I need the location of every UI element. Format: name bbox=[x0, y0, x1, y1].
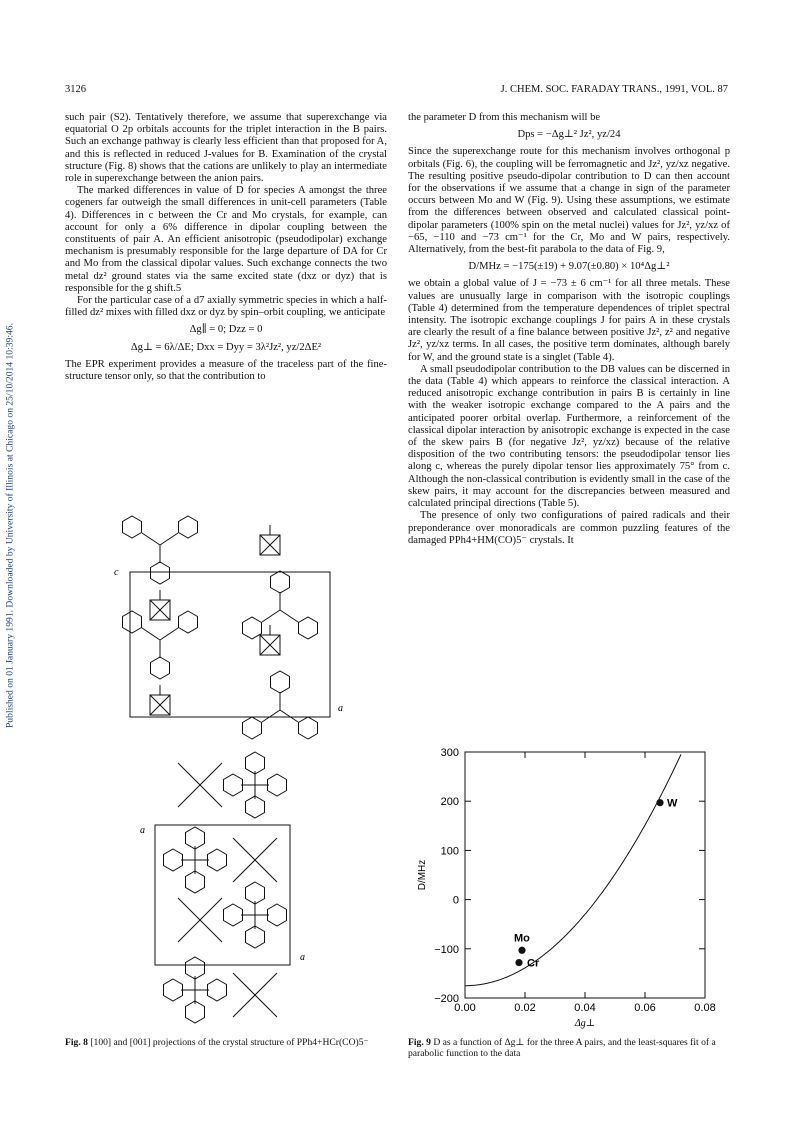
data-point-w bbox=[656, 799, 663, 806]
axis-label-a: a bbox=[300, 952, 305, 963]
page-number: 3126 bbox=[65, 84, 86, 95]
figure-8-label: Fig. 8 bbox=[65, 1037, 88, 1048]
x-tick-label: 0.04 bbox=[574, 1002, 596, 1014]
journal-header: J. CHEM. SOC. FARADAY TRANS., 1991, VOL. 87 bbox=[500, 84, 728, 95]
download-note: Published on 01 January 1991. Downloaded by University of Illinois at Chicago on 25/10/2014 10:39:46. bbox=[4, 322, 16, 729]
x-tick-label: 0.00 bbox=[454, 1002, 476, 1014]
fig9-chart bbox=[395, 740, 725, 1030]
paragraph: For the particular case of a d7 axially symmetric species in which a half-filled dz² mixes with filled dxz or dyz by spin–orbit coupling, we anticipate bbox=[65, 295, 387, 319]
column-right bbox=[408, 112, 730, 547]
equation: Dps = −Δg⊥² Jz², yz/24 bbox=[517, 129, 621, 141]
y-tick-label: 0 bbox=[452, 894, 459, 907]
fit-curve bbox=[465, 754, 681, 985]
y-tick-label: −200 bbox=[434, 993, 459, 1005]
figure-8-text: [100] and [001] projections of the crystal structure of PPh4+HCr(CO)5⁻ bbox=[90, 1037, 369, 1048]
paragraph: The presence of only two configurations of paired radicals and their preponderance over monoradicals are common puzzling features of the damaged PPh4+HM(CO)5⁻ crystals. It bbox=[408, 510, 730, 546]
paragraph: The marked differences in value of D for species A amongst the three cogeners far outweigh the small differences in unit-cell parameters (Table 4). Differences in c between the Cr and Mo crystals, for example, can account for only a 6% difference in dipolar coupling between the constituents of pair A. An efficient anisotropic (pseudodipolar) exchange mechanism is presumably responsible for the large departure of DA for Cr and Mo from the classical dipolar values. Such exchange connects the two metal dz² ground states via the same excited state (dxz or dyz) that is responsible for the g shift.5 bbox=[65, 185, 387, 294]
axis-label-a: a bbox=[338, 703, 343, 714]
data-label-cr: Cr bbox=[527, 957, 540, 970]
paragraph: Since the superexchange route for this mechanism involves orthogonal p orbitals (Fig. 6), the coupling will be ferromagnetic and Jz², yz/xz negative. The resulting positive pseudo-dipolar contribution to D can then account for the observations if we assume that a change in sign of the parameter occurs between Mo and W (Fig. 9). Using these assumptions, we estimate from the differences between observed and calculated classical point-dipolar parameters (100% spin on the metal nuclei) values for Jz², yz/xz of −65, −110 and −73 cm⁻¹ for the Cr, Mo and W pairs, respectively. Alternatively, from the best-fit parabola to the data of Fig. 9, bbox=[408, 146, 730, 256]
data-point-cr bbox=[515, 959, 522, 966]
figure-9-label: Fig. 9 bbox=[408, 1037, 431, 1048]
x-tick-label: 0.08 bbox=[694, 1002, 716, 1014]
figure-9-text: D as a function of Δg⊥ for the three A pairs, and the least-squares fit of a parabolic function to the data bbox=[408, 1037, 716, 1060]
column-left bbox=[65, 112, 387, 383]
plot-frame bbox=[465, 752, 705, 998]
data-label-w: W bbox=[667, 797, 678, 810]
figure-8-caption bbox=[65, 1037, 387, 1048]
equation: D/MHz = −175(±19) + 9.07(±0.80) × 10⁴Δg⊥² bbox=[468, 261, 670, 273]
axis-label-a: a bbox=[140, 825, 145, 836]
paragraph: we obtain a global value of J = −73 ± 6 cm⁻¹ for all three metals. These values are unusually large in comparison with the isotropic couplings (Table 4) determined from the temperature dependences of triplet spectral intensity. The isotropic exchange couplings J for pairs A in these crystals are clearly the result of a fine balance between positive Jz², z² and negative Jz², yz/xz terms. In all cases, the positive term dominates, although barely for W, and the ground state is a singlet (Table 4). bbox=[408, 278, 730, 363]
x-tick-label: 0.06 bbox=[634, 1002, 656, 1014]
x-tick-label: 0.02 bbox=[514, 1002, 536, 1014]
x-axis-label: Δg⊥ bbox=[574, 1018, 596, 1029]
paragraph: such pair (S2). Tentatively therefore, we assume that superexchange via equatorial O 2p orbitals accounts for the triplet interaction in the B pairs. Such an exchange pathway is clearly less efficient than that proposed for A, and this is reflected in reduced J-values for B. Examination of the crystal structure (Fig. 8) shows that the cations are unlikely to play an intermediate role in superexchange between the anion pairs. bbox=[65, 112, 387, 185]
y-tick-label: 100 bbox=[440, 845, 459, 858]
data-point-mo bbox=[518, 947, 525, 954]
data-label-mo: Mo bbox=[514, 932, 530, 945]
y-axis-label: D/MHz bbox=[417, 859, 428, 891]
y-tick-label: 200 bbox=[440, 796, 459, 809]
y-tick-label: −100 bbox=[434, 943, 459, 956]
y-tick-label: 300 bbox=[440, 747, 459, 759]
axis-label-c: c bbox=[114, 567, 119, 578]
figure-9-caption bbox=[408, 1037, 730, 1060]
paragraph: The EPR experiment provides a measure of the traceless part of the fine-structure tensor only, so that the contribution to bbox=[65, 358, 387, 383]
paragraph: the parameter D from this mechanism will be bbox=[408, 112, 601, 123]
crystal-structure-figure bbox=[100, 515, 390, 1040]
paragraph: A small pseudodipolar contribution to the DB values can be discerned in the data (Table 4) which appears to reinforce the classical interaction. A reduced anisotropic exchange contribution in pairs B is certainly in line with the weaker isotropic exchange compared to the A pairs and the anticipated poorer orbital overlap. Furthermore, a reinforcement of the classical dipolar interaction by anisotropic exchange is expected in the case of the skew pairs B (for negative Jz², yz/xz) because of the relative disposition of the two contributing tensors: the pseudodipolar tensor lies along c, whereas the purely dipolar tensor lies approximately 75° from c. Although the non-classical contribution is evidently small in the case of the skew pairs, it may account for the discrepancies between measured and calculated principal directions (Table 5). bbox=[408, 363, 730, 510]
equation: Δg∥ = 0; Dzz = 0 bbox=[189, 324, 263, 336]
equation: Δg⊥ = 6λ/ΔE; Dxx = Dyy = 3λ²Jz², yz/2ΔE² bbox=[130, 341, 322, 353]
